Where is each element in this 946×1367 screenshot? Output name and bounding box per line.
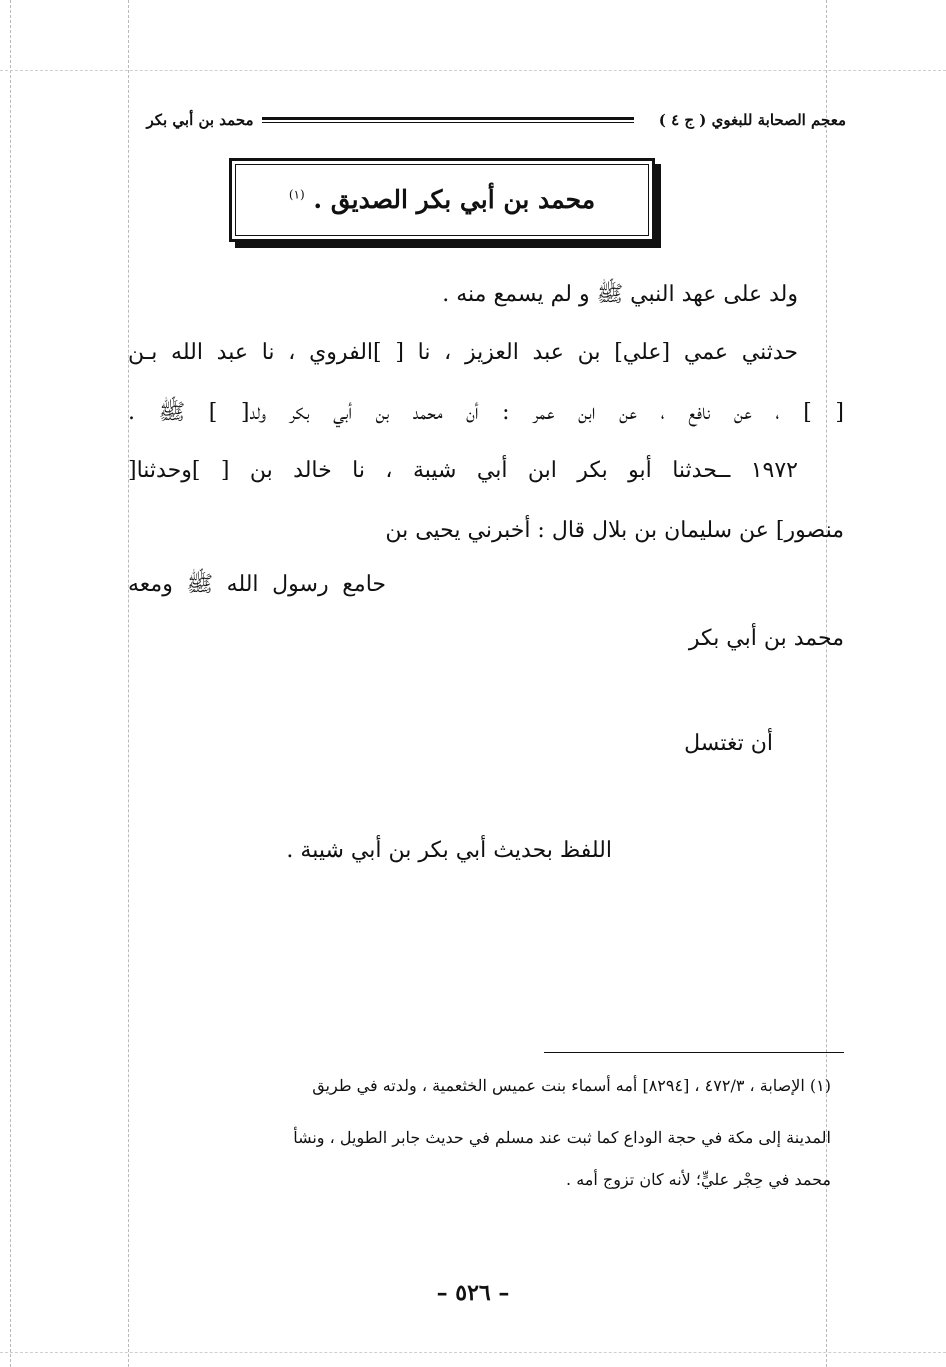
body-line-4: ١٩٧٢ ــحدثنا أبو بكر ابن أبي شيبة ، نا خالد بن [ ]وحدثنا[	[128, 458, 798, 483]
entry-title	[236, 185, 648, 214]
entry-title-box	[229, 158, 655, 242]
running-header-section: محمد بن أبي بكر	[146, 111, 254, 129]
entry-title-box-inner	[235, 164, 649, 236]
page-number: – ٥٢٦ –	[436, 1280, 510, 1306]
scan-guide-top	[0, 70, 946, 71]
header-rule-thin	[262, 122, 634, 123]
body-line-6: حامع رسول الله ﷺ ومعه	[128, 572, 386, 597]
footnote-line-3: محمد في حِجْر عليٍّ؛ لأنه كان تزوج أمه .	[566, 1170, 831, 1189]
scan-guide-bottom	[0, 1352, 946, 1353]
body-line-5: منصور] عن سليمان بن بلال قال : أخبرني يحيى بن	[385, 518, 844, 543]
body-line-9: اللفظ بحديث أبي بكر بن أبي شيبة .	[286, 838, 612, 863]
scan-guide-margin-right	[826, 0, 827, 1367]
footnote-line-1: (١) الإصابة ، ٤٧٢/٣ ، [٨٢٩٤] أمه أسماء بنت عميس الخثعمية ، ولدته في طريق	[312, 1076, 831, 1095]
running-header-book: معجم الصحابة للبغوي ( ج ٤ )	[658, 111, 846, 129]
footnote-mark: (١)	[288, 187, 305, 202]
body-line-3: [ ] ، عن نافع ، عن ابن عمر : أن محمد بن أبي بكر ولد[ ] ﷺ .	[128, 400, 844, 425]
header-rule-thick	[262, 117, 634, 120]
entry-title-text: محمد بن أبي بكر الصديق .	[313, 185, 596, 214]
title-box-shadow-bottom	[235, 242, 661, 248]
footnote-rule	[544, 1052, 844, 1053]
body-line-2: حدثني عمي [علي] بن عبد العزيز ، نا [ ]الفروي ، نا عبد الله بـن	[128, 340, 798, 365]
title-box-shadow-side	[655, 164, 661, 248]
body-line-7: محمد بن أبي بكر	[688, 626, 844, 651]
footnote-line-2: المدينة إلى مكة في حجة الوداع كما ثبت عند مسلم في حديث جابر الطويل ، ونشأ	[293, 1128, 831, 1147]
scan-guide-margin-left	[128, 0, 129, 1367]
body-line-8: أن تغتسل	[684, 731, 773, 756]
body-line-1: ولد على عهد النبي ﷺ و لم يسمع منه .	[442, 282, 798, 307]
scan-guide-left	[10, 0, 11, 1367]
